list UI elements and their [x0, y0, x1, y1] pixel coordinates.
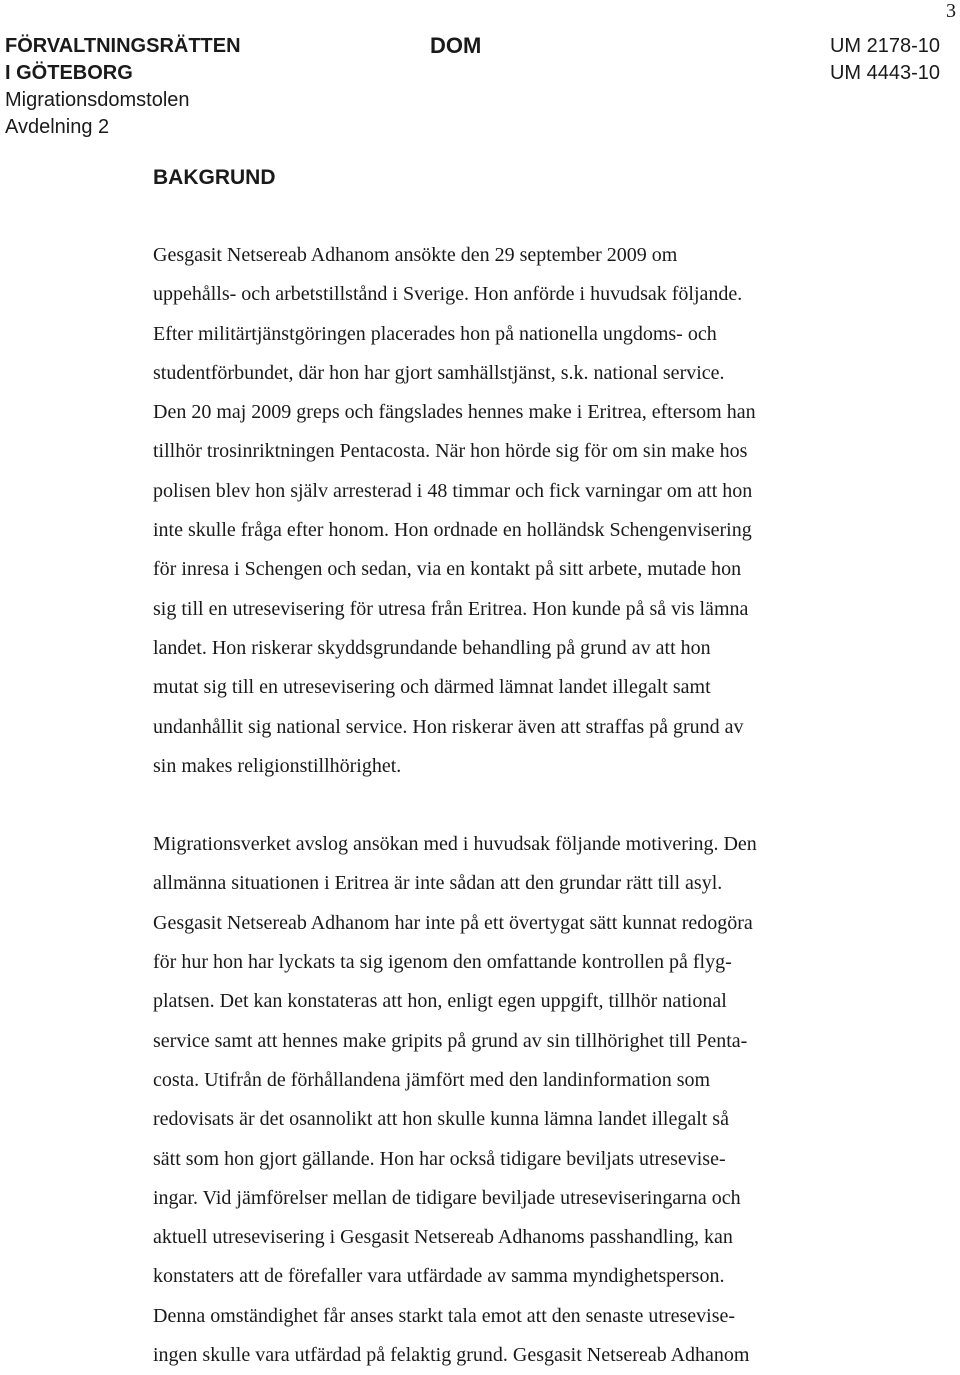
text-line: service samt att hennes make gripits på grund av sin tillhörighet till Penta-: [153, 1029, 748, 1052]
text-line: ingen skulle vara utfärdad på felaktig grund. Gesgasit Netsereab Adhanom: [153, 1344, 750, 1367]
text-line: Efter militärtjänstgöringen placerades hon på nationella ungdoms- och: [153, 322, 717, 345]
text-line: för hur hon har lyckats ta sig igenom den omfattande kontrollen på flyg-: [153, 951, 732, 974]
document-type: DOM: [430, 33, 482, 58]
text-line: undanhållit sig national service. Hon riskerar även att straffas på grund av: [153, 715, 744, 738]
text-line: ingar. Vid jämförelser mellan de tidigare beviljade utreseviseringarna och: [153, 1186, 741, 1209]
text-line: för inresa i Schengen och sedan, via en kontakt på sitt arbete, mutade hon: [153, 558, 742, 581]
section-heading: BAKGRUND: [153, 166, 276, 189]
text-line: uppehålls- och arbetstillstånd i Sverige. Hon anförde i huvudsak följande.: [153, 283, 743, 306]
text-line: allmänna situationen i Eritrea är inte sådan att den grundar rätt till asyl.: [153, 872, 723, 895]
document-body: [153, 158, 853, 1375]
text-line: Denna omständighet får anses starkt tala emot att den senaste utresevise-: [153, 1304, 736, 1327]
court-department: Avdelning 2: [5, 116, 110, 138]
text-line: Migrationsverket avslog ansökan med i huvudsak följande motivering. Den: [153, 833, 757, 856]
text-line: mutat sig till en utresevisering och därmed lämnat landet illegalt samt: [153, 676, 711, 699]
text-line: studentförbundet, där hon har gjort samhällstjänst, s.k. national service.: [153, 361, 725, 384]
text-line: polisen blev hon själv arresterad i 48 timmar och fick varningar om att hon: [153, 479, 753, 502]
text-line: aktuell utresevisering i Gesgasit Netsereab Adhanoms passhandling, kan: [153, 1226, 733, 1249]
court-block: [5, 33, 241, 141]
case-number-1: UM 2178-10: [829, 35, 940, 57]
court-name-line1: FÖRVALTNINGSRÄTTEN: [5, 35, 241, 57]
text-line: Den 20 maj 2009 greps och fängslades hennes make i Eritrea, eftersom han: [153, 401, 756, 424]
text-line: landet. Hon riskerar skyddsgrundande behandling på grund av att hon: [153, 636, 711, 659]
court-name-line2: I GÖTEBORG: [5, 62, 133, 84]
court-division: Migrationsdomstolen: [5, 89, 190, 111]
text-line: konstaters att de förefaller vara utfärdade av samma myndighetsperson.: [153, 1265, 725, 1288]
text-line: Gesgasit Netsereab Adhanom har inte på ett övertygat sätt kunnat redogöra: [153, 911, 753, 934]
text-line: sätt som hon gjort gällande. Hon har också tidigare beviljats utresevise-: [153, 1147, 726, 1170]
text-line: sin makes religionstillhörighet.: [153, 754, 402, 777]
paragraph-migrationsverket-decision: [153, 825, 853, 1375]
text-line: inte skulle fråga efter honom. Hon ordnade en holländsk Schengenvisering: [153, 519, 752, 542]
text-line: platsen. Det kan konstateras att hon, enligt egen uppgift, tillhör national: [153, 990, 727, 1013]
text-line: redovisats är det osannolikt att hon skulle kunna lämna landet illegalt så: [153, 1108, 729, 1131]
text-line: costa. Utifrån de förhållandena jämfört med den landinformation som: [153, 1068, 711, 1091]
case-numbers: [830, 33, 940, 87]
page-number: 3: [946, 0, 956, 22]
text-line: tillhör trosinriktningen Pentacosta. När hon hörde sig för om sin make hos: [153, 440, 748, 463]
text-line: Gesgasit Netsereab Adhanom ansökte den 29 september 2009 om: [153, 244, 678, 266]
case-number-2: UM 4443-10: [829, 62, 940, 84]
text-line: sig till en utresevisering för utresa från Eritrea. Hon kunde på så vis lämna: [153, 597, 749, 620]
paragraph-background: [153, 236, 853, 786]
document-header: [0, 0, 960, 150]
